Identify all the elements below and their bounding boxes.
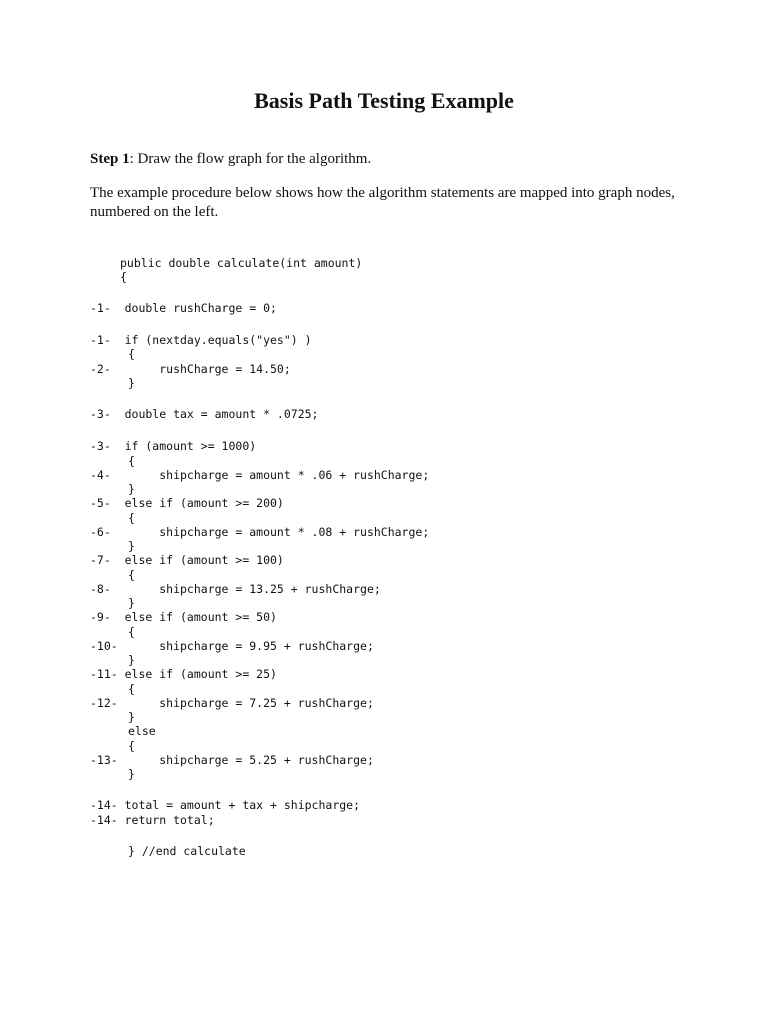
code-line: { [120,270,127,284]
code-line: } [128,653,135,667]
page-title: Basis Path Testing Example [254,88,514,113]
step-text: : Draw the flow graph for the algorithm. [129,151,372,167]
code-line: -6- shipcharge = amount * .08 + rushCharge; [90,525,430,539]
code-line: -3- if (amount >= 1000) [90,439,257,453]
code-line: -9- else if (amount >= 50) [90,610,277,624]
code-line: } [128,596,135,610]
code-line: -10- shipcharge = 9.95 + rushCharge; [90,639,374,653]
code-line: { [128,682,135,696]
code-line: { [128,739,135,753]
code-line: } [128,767,135,781]
code-line: { [128,347,135,361]
code-line: -12- shipcharge = 7.25 + rushCharge; [90,696,374,710]
code-line: -7- else if (amount >= 100) [90,553,284,567]
step-paragraph [90,150,690,169]
code-line: -8- shipcharge = 13.25 + rushCharge; [90,582,381,596]
code-line: -11- else if (amount >= 25) [90,667,277,681]
code-line: } //end calculate [128,844,246,858]
code-line: { [128,625,135,639]
code-line: -14- total = amount + tax + shipcharge; [90,798,361,812]
code-line: -14- return total; [90,813,215,827]
code-line: -13- shipcharge = 5.25 + rushCharge; [90,753,374,767]
intro-paragraph: The example procedure below shows how the algorithm statements are mapped into graph nodes, numbered on the left. [90,185,675,220]
code-line: -1- if (nextday.equals("yes") ) [90,333,312,347]
code-line: -1- double rushCharge = 0; [90,301,277,315]
code-line: { [128,511,135,525]
code-line: -5- else if (amount >= 200) [90,496,284,510]
code-line: { [128,568,135,582]
code-line: } [128,482,135,496]
code-line: else [128,724,156,738]
code-line: } [128,539,135,553]
code-line: -2- rushCharge = 14.50; [90,362,291,376]
code-line: } [128,376,135,390]
code-line: } [128,710,135,724]
step-label: Step 1 [90,151,130,167]
code-line: -4- shipcharge = amount * .06 + rushCharge; [90,468,430,482]
code-line: { [128,454,135,468]
code-line: -3- double tax = amount * .0725; [90,407,319,421]
code-line: public double calculate(int amount) [120,256,363,270]
